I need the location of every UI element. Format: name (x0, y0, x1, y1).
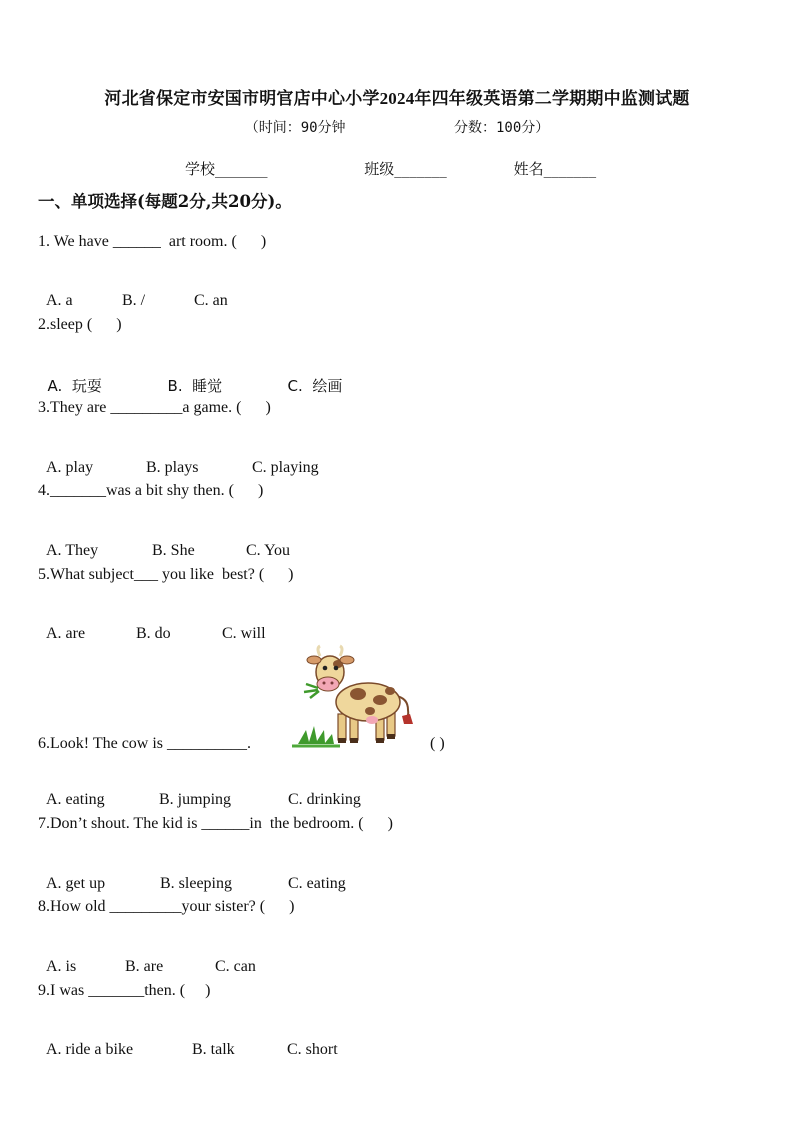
option-c[interactable]: C. short (287, 1041, 338, 1058)
options-4 (38, 524, 290, 560)
option-b[interactable]: B. jumping (159, 791, 232, 808)
option-c[interactable]: C. can (215, 958, 256, 975)
option-b[interactable]: B. plays (146, 459, 199, 476)
question-8: 8.How old _________your sister? ( ) (38, 898, 295, 915)
options-6 (38, 773, 361, 809)
option-b[interactable]: B. 睡觉 (167, 377, 223, 395)
option-b[interactable]: B. talk (192, 1041, 235, 1058)
exam-time: （时间：90分钟 (244, 120, 346, 136)
question-4: 4._______was a bit shy then. ( ) (38, 482, 264, 499)
option-c[interactable]: C. will (222, 625, 266, 642)
question-3: 3.They are _________a game. ( ) (38, 399, 271, 416)
option-b[interactable]: B. sleeping (160, 875, 232, 892)
question-1: 1. We have ______ art room. ( ) (38, 233, 267, 250)
options-7 (38, 857, 346, 893)
options-8 (38, 940, 256, 976)
question-5: 5.What subject___ you like best? ( ) (38, 566, 294, 583)
option-b[interactable]: B. do (136, 625, 171, 642)
class-field[interactable]: 班级_______ (364, 160, 447, 178)
name-field[interactable]: 姓名_______ (513, 160, 597, 178)
option-a[interactable]: A. are (46, 625, 86, 642)
option-c[interactable]: C. drinking (288, 791, 361, 808)
option-a[interactable]: A. eating (46, 791, 105, 808)
options-9 (38, 1023, 338, 1059)
exam-score: 分数：100分） (454, 120, 550, 136)
section-heading: 一、单项选择(每题2分,共20分)。 (38, 192, 292, 211)
option-a[interactable]: A. play (46, 459, 94, 476)
option-a[interactable]: A. ride a bike (46, 1041, 134, 1058)
option-b[interactable]: B. / (122, 292, 146, 309)
option-c[interactable]: C. an (194, 292, 228, 309)
options-2 (38, 357, 342, 396)
options-3 (38, 441, 319, 477)
option-a[interactable]: A. get up (46, 875, 106, 892)
option-b[interactable]: B. are (125, 958, 164, 975)
option-c[interactable]: C. You (246, 542, 291, 559)
option-a[interactable]: A. a (46, 292, 73, 309)
question-6: 6.Look! The cow is __________. (38, 735, 252, 752)
question-9: 9.I was _______then. ( ) (38, 982, 211, 999)
student-info (185, 158, 596, 179)
question-2: 2.sleep ( ) (38, 316, 122, 333)
exam-meta (0, 117, 794, 137)
answer-paren-6[interactable]: ( ) (430, 735, 445, 752)
options-5 (38, 607, 266, 643)
question-7: 7.Don’t shout. The kid is ______in the bedroom. ( ) (38, 815, 393, 832)
option-c[interactable]: C. eating (288, 875, 346, 892)
option-a[interactable]: A. They (46, 542, 99, 559)
option-c[interactable]: C. 绘画 (287, 377, 343, 395)
option-a[interactable]: A. is (46, 958, 77, 975)
school-field[interactable]: 学校_______ (185, 160, 268, 178)
option-b[interactable]: B. She (152, 542, 195, 559)
option-c[interactable]: C. playing (252, 459, 319, 476)
options-1 (38, 274, 228, 310)
option-a[interactable]: A. 玩耍 (47, 377, 102, 395)
page-title: 河北省保定市安国市明官店中心小学2024年四年级英语第二学期期中监测试题 (104, 89, 690, 108)
cow-illustration (292, 644, 422, 748)
